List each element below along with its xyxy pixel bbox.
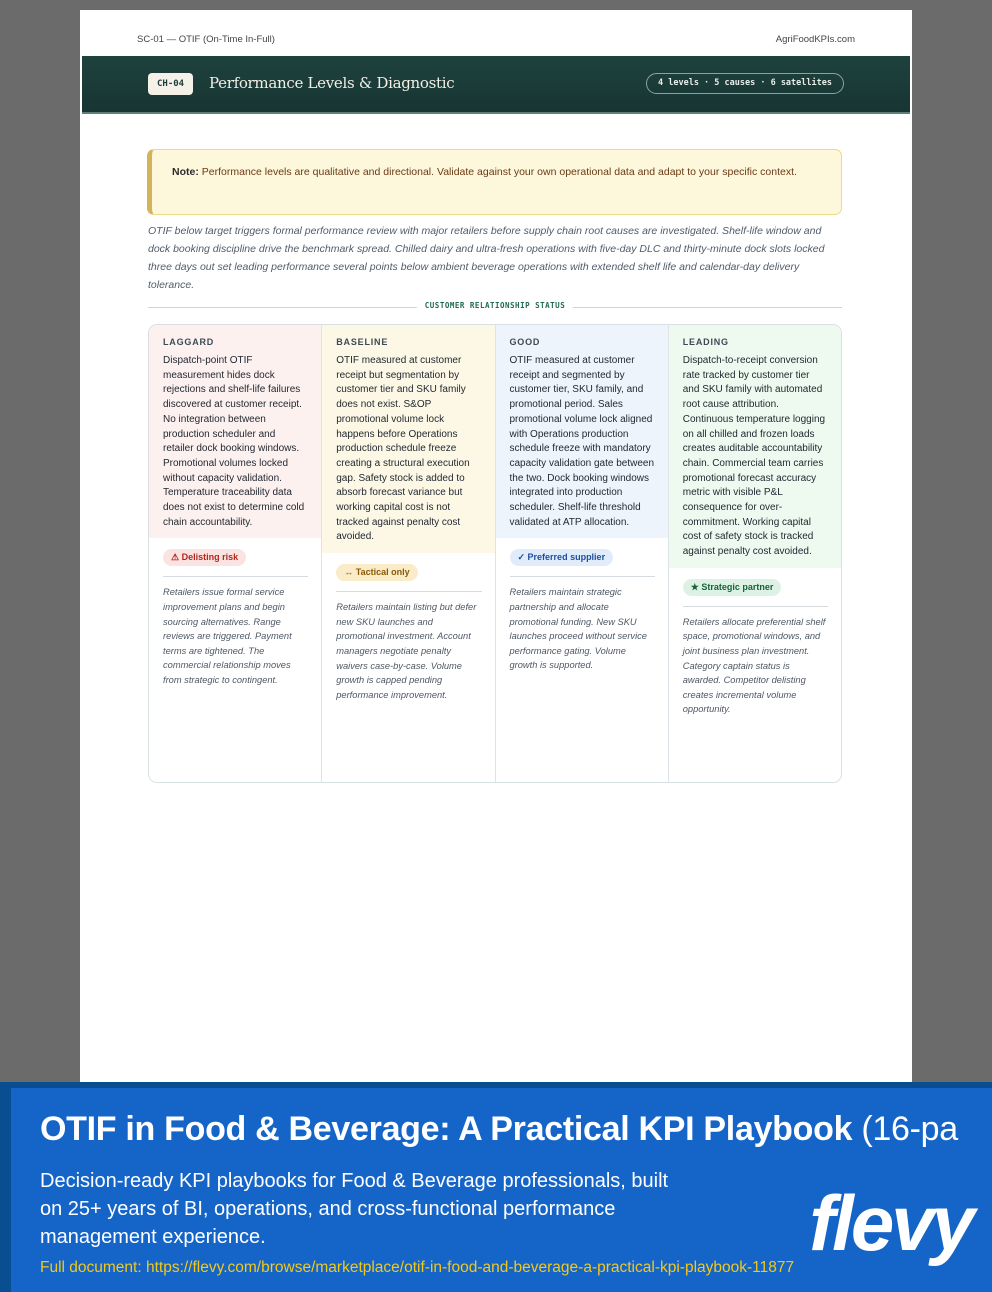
level-column-good [496,325,669,782]
flevy-logo: flevy [809,1179,972,1267]
level-consequence: Retailers allocate preferential shelf space, promotional windows, and joint business plan investment. Category captain status is awarded. Competitor delisting creates incremental volume opportunity. [682,616,826,715]
level-summary [149,325,321,538]
note-label: Note: [172,166,199,178]
disclaimer-note [147,149,842,215]
performance-levels-grid [148,324,842,783]
document-page [80,10,912,1090]
header-site: AgriFoodKPIs.com [775,34,855,45]
level-consequence: Retailers issue formal service improvement plans and begin sourcing alternatives. Range reviews are triggered. Payment terms are tightened. The commercial relationship moves from strategic to contingent. [163,587,292,685]
level-column-laggard [149,325,322,782]
chapter-stats-pill: 4 levels · 5 causes · 6 satellites [646,73,844,94]
level-name: LEADING [682,337,729,347]
chapter-code-badge: CH-04 [148,73,193,95]
level-column-baseline [322,325,495,782]
chapter-header [82,56,910,114]
status-badge: ✓ Preferred supplier [510,549,614,566]
status-badge: ★ Strategic partner [683,579,782,596]
level-summary [669,325,841,568]
level-name: GOOD [509,337,541,347]
intro-paragraph: OTIF below target triggers formal performance review with major retailers before supply chain root causes are investigated. Shelf-life window and dock booking discipline drive the benchmark spread. Chilled dairy and ultra-fresh operations with five-day DLC and thirty-minute dock slots locked three days out set leading performance several points below ambient beverage operations with extended shelf life and calendar-day delivery tolerance. [148,225,825,291]
level-consequence: Retailers maintain listing but defer new SKU launches and promotional investment. Account managers negotiate penalty waivers case-by-case. Volume growth is capped pending performance improvement. [336,602,477,700]
level-description: OTIF measured at customer receipt but segmentation by customer tier and SKU family does not exist. S&OP promotional volume lock happens before Operations production schedule freeze creating a structural execution gap. Safety stock is added to absorb forecast variance but working capital cost is not tracked against penalty cost avoided. [336,355,470,543]
section-label: CUSTOMER RELATIONSHIP STATUS [417,301,573,310]
level-name: BASELINE [336,337,389,347]
banner-description: Decision-ready KPI playbooks for Food & Beverage professionals, built on 25+ years of BI, operations, and cross-functional performance management experience. [40,1170,669,1248]
running-header [137,34,855,45]
banner-title [40,1110,958,1149]
level-description: Dispatch-to-receipt conversion rate tracked by customer tier and SKU family with automated root cause attribution. Continuous temperature logging on all chilled and frozen loads creates auditable accountability chain. Commercial team carries promotional forecast accuracy metric with visible P&L consequence for over-commitment. Working capital cost of safety stock is tracked against penalty cost avoided. [682,355,826,558]
status-badge: ↔ Tactical only [336,564,417,581]
level-description: Dispatch-point OTIF measurement hides dock rejections and shelf-life failures discovered at customer receipt. No integration between production scheduler and retailer dock booking windows. Promotional volumes locked without capacity validation. Temperature traceability data does not exist to determine cold chain accountability. [163,355,305,528]
note-text: Performance levels are qualitative and directional. Validate against your own operational data and adapt to your specific context. [201,166,797,178]
header-doc-id: SC-01 — OTIF (On-Time In-Full) [137,34,275,45]
level-summary [322,325,494,553]
chapter-title: Performance Levels & Diagnostic [209,74,455,92]
status-badge: ⚠ Delisting risk [163,549,246,566]
document-link[interactable]: Full document: https://flevy.com/browse/marketplace/otif-in-food-and-beverage-a-practical-kpi-playbook-11877 [40,1259,795,1276]
section-divider [148,301,842,313]
level-description: OTIF measured at customer receipt and segmented by customer tier, SKU family, and promotional period. Sales promotional volume lock aligned with Operations production schedule freeze with mandatory capacity validation gate between the two. Dock booking windows integrated into production scheduler. Shelf-life threshold validated at ATP allocation. [509,355,655,528]
banner-title-main: OTIF in Food & Beverage: A Practical KPI Playbook [40,1110,853,1148]
level-column-leading [669,325,841,782]
banner-title-suffix: (16-pa [852,1110,958,1148]
level-name: LAGGARD [163,337,215,347]
level-consequence: Retailers maintain strategic partnership and allocate promotional funding. New SKU launches proceed without service performance gating. Volume growth is supported. [509,587,647,671]
level-summary [496,325,668,538]
